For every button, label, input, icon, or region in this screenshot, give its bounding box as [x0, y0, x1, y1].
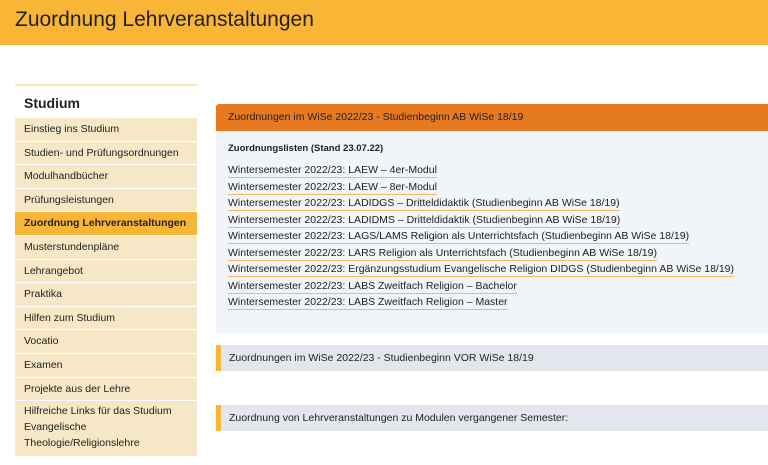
document-link[interactable]: Wintersemester 2022/23: LADIDMS – Dritteldidaktik (Studienbeginn AB WiSe 18/19): [228, 213, 621, 226]
sidebar-item[interactable]: Prüfungsleistungen: [15, 189, 197, 213]
sidebar-item-label: Evangelische: [24, 420, 87, 433]
document-link[interactable]: Wintersemester 2022/23: LABS Zweitfach Religion – Master: [228, 296, 508, 308]
accordion-panel: [216, 131, 768, 333]
list-subtitle: Zuordnungslisten (Stand 23.07.22): [228, 143, 384, 154]
document-link[interactable]: Wintersemester 2022/23: LABS Zweitfach Religion – Bachelor: [228, 279, 517, 292]
document-link[interactable]: Wintersemester 2022/23: LAGS/LAMS Religion als Unterrichtsfach (Studienbeginn AB WiSe 18/19): [228, 230, 690, 242]
sidebar-item-label: Hilfreiche Links für das Studium: [24, 405, 172, 418]
main-content: [216, 104, 768, 424]
sidebar-item[interactable]: Modulhandbücher: [15, 165, 197, 189]
sidebar-item[interactable]: Vocatio: [15, 330, 197, 354]
accordion-header-vor-wise-18-19[interactable]: Zuordnungen im WiSe 2022/23 - Studienbeginn VOR WiSe 18/19: [216, 345, 768, 371]
sidebar: [15, 84, 197, 457]
sidebar-item[interactable]: Praktika: [15, 283, 197, 307]
accordion-header-ab-wise-18-19[interactable]: Zuordnungen im WiSe 2022/23 - Studienbeginn AB WiSe 18/19: [216, 104, 768, 131]
accordion-header-vergangene-semester[interactable]: Zuordnung von Lehrveranstaltungen zu Modulen vergangener Semester:: [216, 405, 768, 431]
document-link[interactable]: Wintersemester 2022/23: Ergänzungsstudium Evangelische Religion DIDGS (Studienbeginn AB WiSe 18/19): [228, 263, 735, 275]
divider: [15, 84, 197, 86]
document-link[interactable]: Wintersemester 2022/23: LADIDGS – Dritteldidaktik (Studienbeginn AB WiSe 18/19): [228, 197, 620, 209]
sidebar-item[interactable]: Examen: [15, 354, 197, 378]
sidebar-title: Studium: [24, 95, 80, 111]
sidebar-item-label: Theologie/Religionslehre: [24, 436, 140, 449]
page-header: [0, 0, 768, 45]
sidebar-item[interactable]: Projekte aus der Lehre: [15, 378, 197, 402]
page-title: Zuordnung Lehrveranstaltungen: [15, 8, 314, 31]
sidebar-item[interactable]: Lehrangebot: [15, 260, 197, 284]
document-link[interactable]: Wintersemester 2022/23: LAEW – 4er-Modul: [228, 164, 437, 176]
sidebar-item[interactable]: Zuordnung Lehrveranstaltungen: [15, 212, 197, 236]
sidebar-item[interactable]: Studien- und Prüfungsordnungen: [15, 142, 197, 166]
document-link[interactable]: Wintersemester 2022/23: LARS Religion als Unterrichtsfach (Studienbeginn AB WiSe 18/19): [228, 246, 657, 259]
document-link[interactable]: Wintersemester 2022/23: LAEW – 8er-Modul: [228, 180, 437, 193]
sidebar-item[interactable]: Musterstundenpläne: [15, 236, 197, 260]
sidebar-item-hilfreiche-links[interactable]: [15, 401, 197, 456]
sidebar-item[interactable]: Hilfen zum Studium: [15, 307, 197, 331]
sidebar-item[interactable]: Einstieg ins Studium: [15, 118, 197, 142]
